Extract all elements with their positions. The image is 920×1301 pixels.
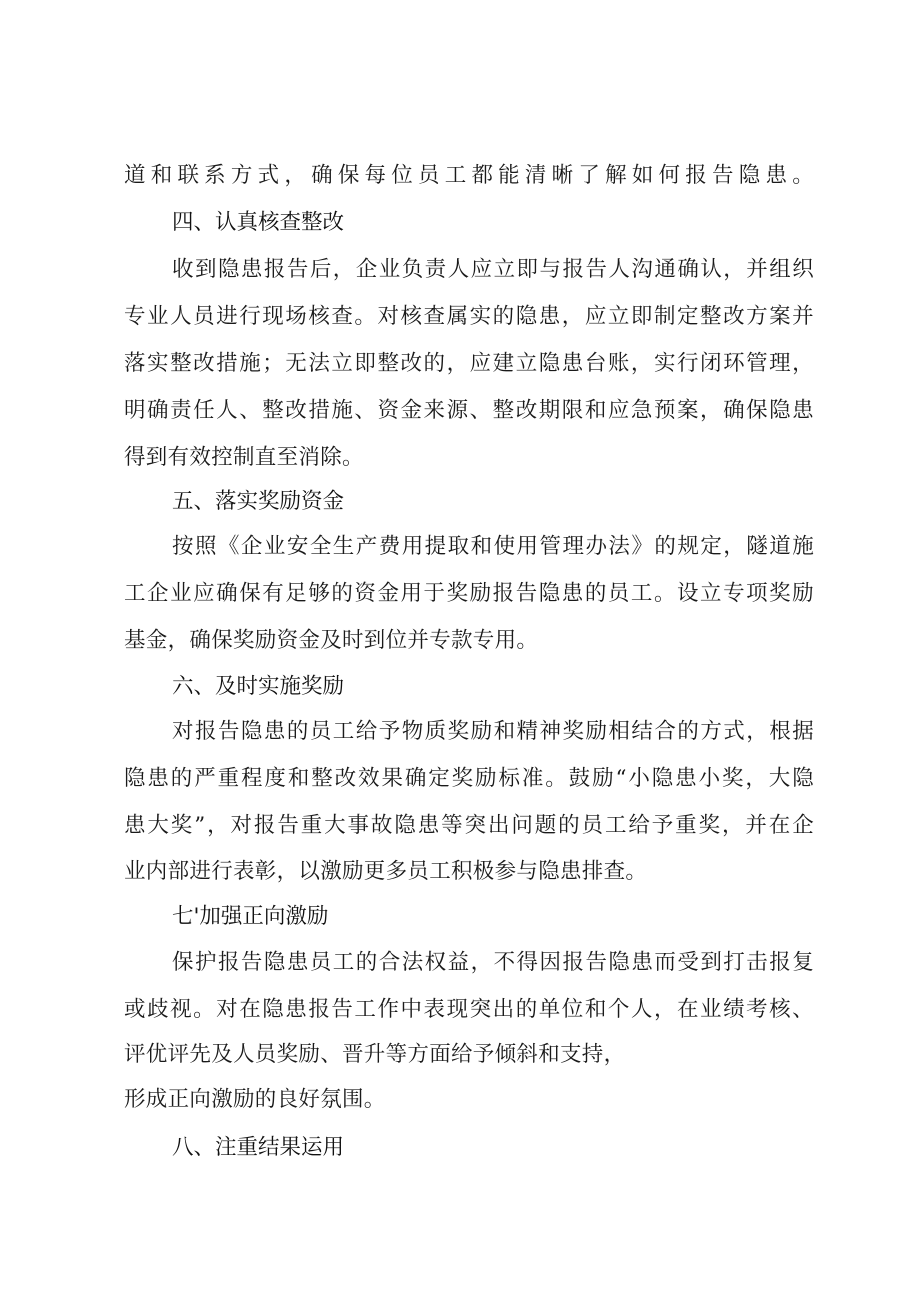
section-heading: 七'加强正向激励 [172,904,329,929]
section-heading: 四、认真核查整改 [172,210,345,235]
paragraph-line: 专业人员进行现场核查。对核查属实的隐患，应立即制定整改方案并 [124,304,814,329]
paragraph-line: 业内部进行表彰，以激励更多员工积极参与隐患排查。 [124,859,648,884]
paragraph-line: 形成正向激励的良好氛围。 [124,1087,386,1112]
section-heading: 六、及时实施奖励 [172,674,345,699]
paragraph-line: 或歧视。对在隐患报告工作中表现突出的单位和个人，在业绩考核、 [124,997,814,1022]
paragraph-line: 评优评先及人员奖励、晋升等方面给予倾斜和支持， [124,1042,626,1067]
paragraph-line: 保护报告隐患员工的合法权益，不得因报告隐患而受到打击报复 [172,950,814,975]
paragraph-line: 明确责任人、整改措施、资金来源、整改期限和应急预案，确保隐患 [124,398,814,423]
paragraph-line: 工企业应确保有足够的资金用于奖励报告隐患的员工。设立专项奖励 [124,581,814,606]
paragraph-line: 落实整改措施；无法立即整改的，应建立隐患台账，实行闭环管理， [124,351,814,376]
paragraph-line: 道和联系方式，确保每位员工都能清晰了解如何报告隐患。 [124,163,814,188]
paragraph-line: 对报告隐患的员工给予物质奖励和精神奖励相结合的方式，根据 [172,719,814,744]
paragraph-line: 基金，确保奖励资金及时到位并专款专用。 [124,628,539,653]
paragraph-line: 收到隐患报告后，企业负责人应立即与报告人沟通确认，并组织 [172,257,814,282]
paragraph-line: 患大奖”，对报告重大事故隐患等突出问题的员工给予重奖，并在企 [124,813,814,838]
section-heading: 五、落实奖励资金 [172,489,345,514]
paragraph-line: 隐患的严重程度和整改效果确定奖励标准。鼓励“小隐患小奖，大隐 [124,766,814,791]
section-heading: 八、注重结果运用 [172,1135,345,1160]
paragraph-line: 得到有效控制直至消除。 [124,445,364,470]
paragraph-line: 按照《企业安全生产费用提取和使用管理办法》的规定，隧道施 [172,534,814,559]
